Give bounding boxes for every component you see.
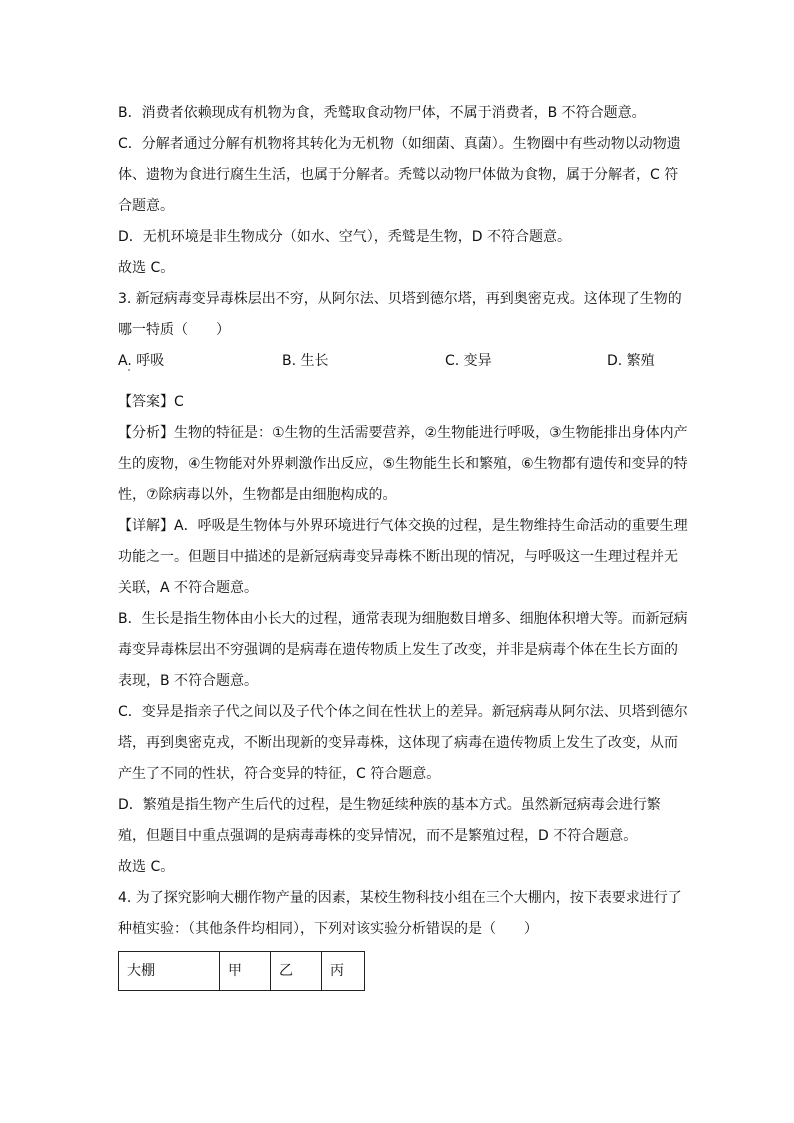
question-3-detail-b: B．生长是指生物体由小长大的过程，通常表现为细胞数目增多、细胞体积增大等。而新冠病毒变异毒株层出不穷强调的是病毒在遗传物质上发生了改变，并非是病毒个体在生长方面的表现，B 不符合题意。	[118, 611, 688, 689]
option-a: A. 呼吸	[118, 353, 165, 369]
option-b-explanation: B．消费者依赖现成有机物为食，秃鹫取食动物尸体，不属于消费者，B 不符合题意。	[118, 105, 646, 121]
question-3-conclusion: 故选 C。	[118, 859, 175, 875]
table-cell-yi: 乙	[271, 952, 322, 991]
conclusion-line: 故选 C。	[118, 260, 175, 276]
table-cell-jia: 甲	[220, 952, 271, 991]
table-cell-greenhouse: 大棚	[119, 952, 220, 991]
option-d-explanation: D．无机环境是非生物成分（如水、空气），秃鹫是生物，D 不符合题意。	[118, 229, 572, 245]
question-3-analysis: 【分析】生物的特征是：①生物的生活需要营养，②生物能进行呼吸，③生物能排出身体内产生的废物，④生物能对外界刺激作出反应，⑤生物能生长和繁殖，⑥生物都有遗传和变异的特性，⑦除病毒以外，生物都是由细胞构成的。	[118, 425, 688, 503]
option-c: C. 变异	[445, 353, 492, 369]
question-3-detail-c: C．变异是指亲子代之间以及子代个体之间在性状上的差异。新冠病毒从阿尔法、贝塔到德尔塔，再到奥密克戎，不断出现新的变异毒株，这体现了病毒在遗传物质上发生了改变，从而产生了不同的性状，符合变异的特征，C 符合题意。	[118, 704, 688, 782]
spacer	[118, 377, 688, 387]
table-row	[119, 952, 365, 991]
question-3-stem: 3. 新冠病毒变异毒株层出不穷，从阿尔法、贝塔到德尔塔，再到奥密克戎。这体现了生物的哪一特质（ ）	[118, 291, 682, 338]
document-content	[118, 98, 688, 991]
option-c-explanation: C．分解者通过分解有机物将其转化为无机物（如细菌、真菌）。生物圈中有些动物以动物遗体、遗物为食进行腐生生活，也属于分解者。秃鹫以动物尸体做为食物，属于分解者，C 符合题意。	[118, 136, 681, 214]
table-cell-bing: 丙	[322, 952, 365, 991]
question-4-stem: 4. 为了探究影响大棚作物产量的因素，某校生物科技小组在三个大棚内，按下表要求进行了种植实验：（其他条件均相同），下列对该实验分析错误的是（ ）	[118, 890, 682, 937]
question-3-options	[118, 346, 688, 377]
question-3-detail-a: 【详解】A．呼吸是生物体与外界环境进行气体交换的过程，是生物维持生命活动的重要生理功能之一。但题目中描述的是新冠病毒变异毒株不断出现的情况，与呼吸这一生理过程并无关联，A 不符合题意。	[118, 518, 688, 596]
question-3-answer: 【答案】C	[118, 394, 184, 410]
question-3-detail-d: D．繁殖是指生物产生后代的过程，是生物延续种族的基本方式。虽然新冠病毒会进行繁殖，但题目中重点强调的是病毒毒株的变异情况，而不是繁殖过程，D 不符合题意。	[118, 797, 661, 844]
option-d: D. 繁殖	[607, 353, 655, 369]
experiment-table	[118, 951, 365, 991]
option-b: B. 生长	[282, 353, 329, 369]
